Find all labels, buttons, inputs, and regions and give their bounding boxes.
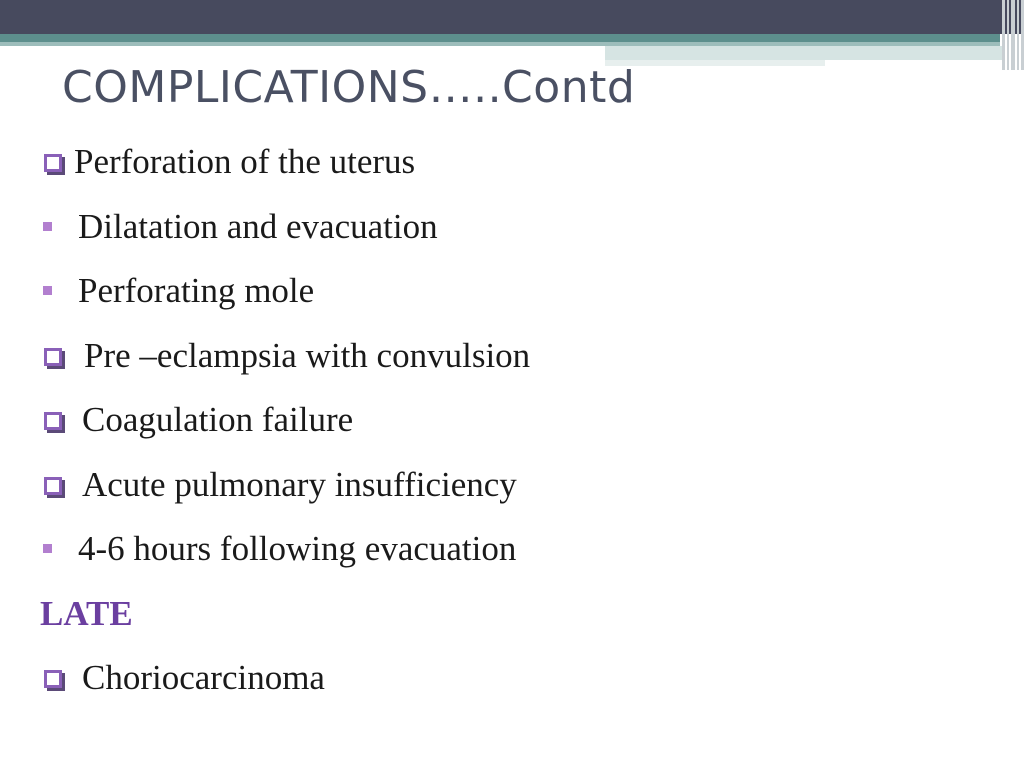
checkbox-icon [44,670,62,688]
checkbox-icon [44,477,62,495]
square-bullet-icon [43,222,52,231]
list-item-text: Dilatation and evacuation [78,206,438,246]
header-band-light [605,46,1005,60]
header-band-teal [0,34,1000,42]
list-item-text: 4-6 hours following evacuation [78,529,517,568]
list-item-text: Coagulation failure [82,400,354,439]
list-item-text: Perforating mole [78,271,315,310]
checkbox-icon [44,348,62,366]
header-band-dark [0,0,1024,34]
list-item-text: Pre –eclampsia with convulsion [84,335,531,375]
list-item-text: Choriocarcinoma [82,658,325,697]
list-item-text: Acute pulmonary insufficiency [82,464,517,504]
square-bullet-icon [43,544,52,553]
late-heading: LATE [40,593,133,633]
list-item-text: Perforation of the uterus [74,142,416,181]
header-stripes [996,0,1024,70]
header-band-light-2 [605,60,825,66]
checkbox-icon [44,154,62,172]
slide-title: COMPLICATIONS…..Contd [62,62,636,113]
square-bullet-icon [43,286,52,295]
checkbox-icon [44,412,62,430]
